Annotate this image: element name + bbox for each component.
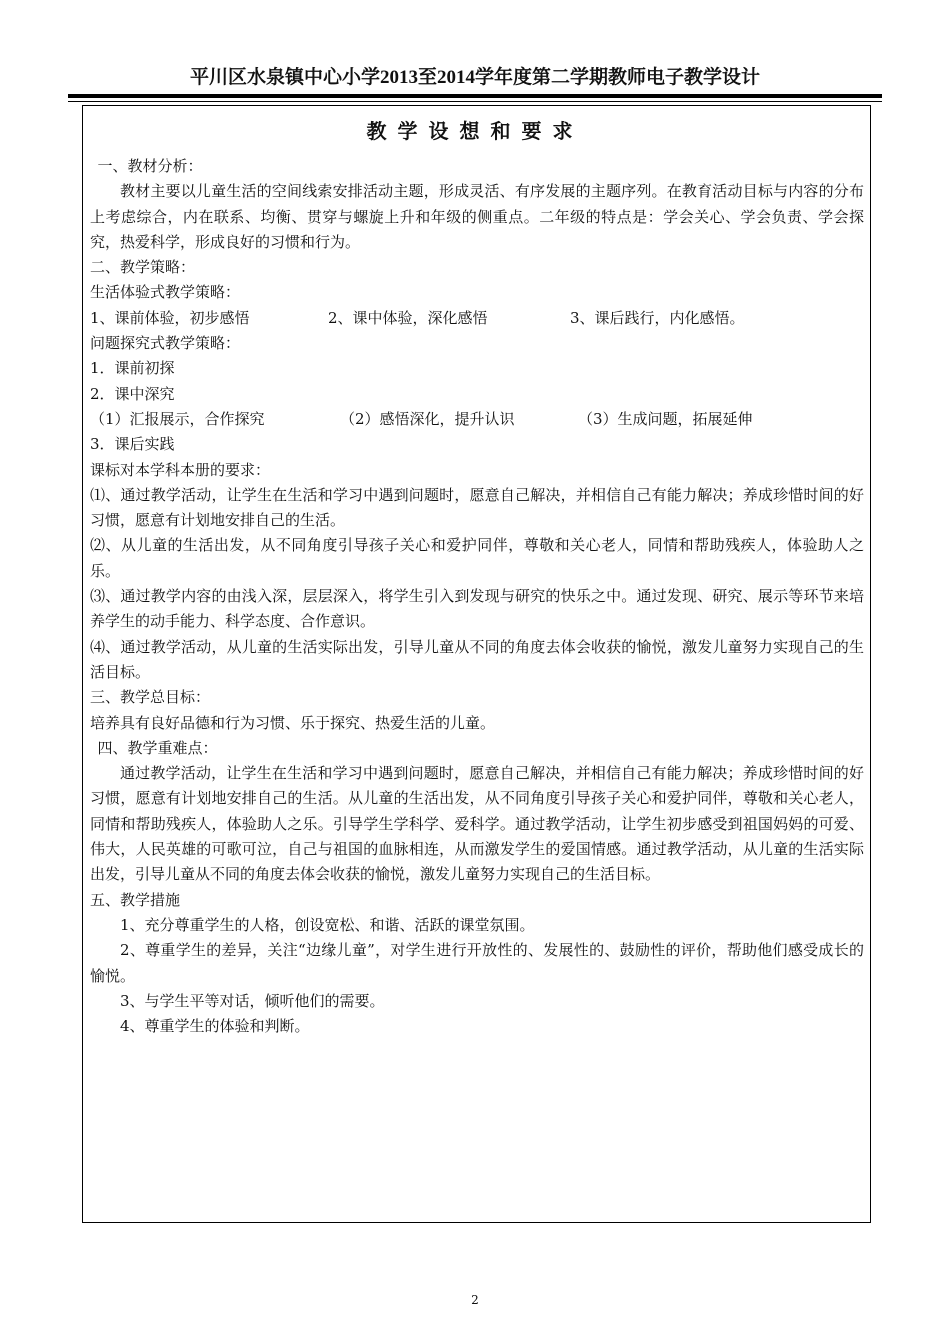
heading-strategy: 二、教学策略： bbox=[90, 258, 196, 277]
life-item: 1、课前体验，初步感悟 bbox=[90, 308, 250, 327]
section-title: 教学设想和要求 bbox=[366, 119, 584, 143]
strategy-sub-inquiry: 问题探究式教学策略： bbox=[90, 334, 241, 353]
requirement-item: ⑵、从儿童的生活出发，从不同角度引导孩子关心和爱护同伴，尊敬和关心老人，同情和帮助残疾人，体验助人之乐。 bbox=[90, 536, 864, 580]
content-body bbox=[90, 154, 864, 1039]
header-rule-thick bbox=[68, 94, 882, 98]
requirement-item: ⑷、通过教学活动，从儿童的生活实际出发，引导儿童从不同的角度去体会收获的愉悦，激发儿童努力实现自己的生活目标。 bbox=[90, 637, 864, 681]
header-rule-thin bbox=[68, 101, 882, 102]
inquiry-step: 3．课后实践 bbox=[90, 435, 175, 454]
page-number: 2 bbox=[471, 1293, 479, 1307]
requirements-heading: 课标对本学科本册的要求： bbox=[90, 460, 271, 479]
heading-analysis: 一、教材分析： bbox=[97, 157, 203, 175]
strategy-sub-life: 生活体验式教学策略： bbox=[90, 283, 241, 302]
strategy-life-items bbox=[90, 306, 864, 331]
requirement-item: ⑴、通过教学活动，让学生在生活和学习中遇到问题时，愿意自己解决，并相信自己有能力解决；养成珍惜时间的好习惯，愿意有计划地安排自己的生活。 bbox=[90, 485, 864, 530]
measure-item: 2、尊重学生的差异，关注“边缘儿童”，对学生进行开放性的、发展性的、鼓励性的评价，帮助他们感受成长的愉悦。 bbox=[90, 941, 864, 985]
life-item: 2、课中体验，深化感悟 bbox=[328, 308, 488, 327]
heading-key-points: 四、教学重难点： bbox=[97, 738, 218, 757]
inquiry-item: （1）汇报展示，合作探究 bbox=[90, 409, 265, 428]
inquiry-item: （3）生成问题，拓展延伸 bbox=[578, 409, 753, 428]
goal-body: 培养具有良好品德和行为习惯、乐于探究、热爱生活的儿童。 bbox=[90, 713, 496, 732]
inquiry-step: 1．课前初探 bbox=[90, 359, 175, 378]
inquiry-step: 2．课中深究 bbox=[90, 384, 175, 403]
heading-goal: 三、教学总目标： bbox=[90, 688, 211, 707]
inquiry-step-items bbox=[90, 407, 864, 432]
measure-item: 3、与学生平等对话，倾听他们的需要。 bbox=[120, 991, 385, 1010]
analysis-body: 教材主要以儿童生活的空间线索安排活动主题，形成灵活、有序发展的主题序列。在教育活动目标与内容的分布上考虑综合，内在联系、均衡、贯穿与螺旋上升和年级的侧重点。二年级的特点是：学会关心、学会负责、学会探究，热爱科学，形成良好的习惯和行为。 bbox=[90, 182, 864, 251]
requirement-item: ⑶、通过教学内容的由浅入深，层层深入，将学生引入到发现与研究的快乐之中。通过发现、研究、展示等环节来培养学生的动手能力、科学态度、合作意识。 bbox=[90, 587, 864, 631]
measure-item: 4、尊重学生的体验和判断。 bbox=[120, 1017, 310, 1036]
key-points-body: 通过教学活动，让学生在生活和学习中遇到问题时，愿意自己解决，并相信自己有能力解决；养成珍惜时间的好习惯，愿意有计划地安排自己的生活。从儿童的生活出发，从不同角度引导孩子关心和爱护同伴，尊敬和关心老人，同情和帮助残疾人，体验助人之乐。引导学生学科学、爱科学。通过教学活动，让学生初步感受到祖国妈妈的可爱、伟大，人民英雄的可歌可泣，自己与祖国的血脉相连，从而激发学生的爱国情感。通过教学活动，从儿童的生活实际出发，引导儿童从不同的角度去体会收获的愉悦，激发儿童努力实现自己的生活目标。 bbox=[90, 764, 864, 884]
heading-measures: 五、教学措施 bbox=[90, 890, 181, 909]
document-header: 平川区水泉镇中心小学2013至2014学年度第二学期教师电子教学设计 bbox=[189, 67, 760, 88]
measure-item: 1、充分尊重学生的人格，创设宽松、和谐、活跃的课堂氛围。 bbox=[120, 915, 535, 934]
inquiry-item: （2）感悟深化，提升认识 bbox=[340, 409, 515, 428]
life-item: 3、课后践行，内化感悟。 bbox=[570, 308, 745, 327]
